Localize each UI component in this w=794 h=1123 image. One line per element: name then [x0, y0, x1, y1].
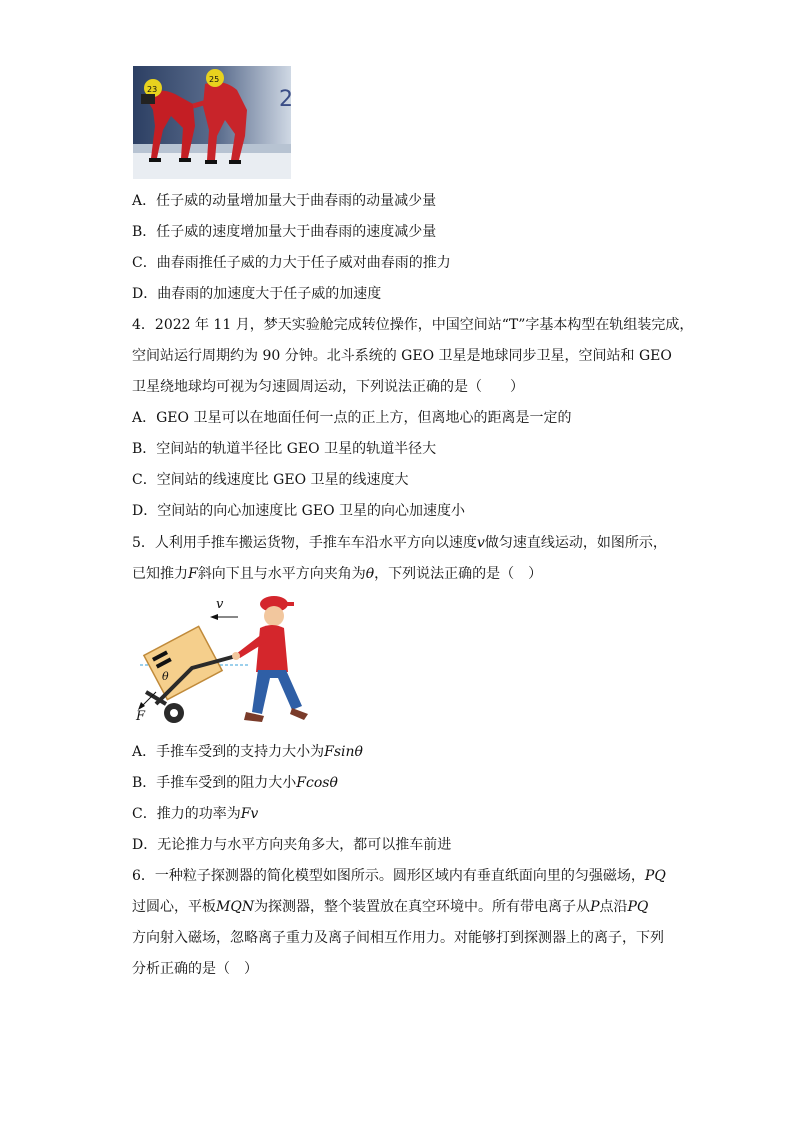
q5-option-d: D．无论推力与水平方向夹角多大，都可以推车前进: [132, 837, 452, 853]
q3-option-a: A．任子威的动量增加量大于曲春雨的动量减少量: [132, 193, 437, 209]
q6-stem-line3: 方向射入磁场，忽略离子重力及离子间相互作用力。对能够打到探测器上的离子，下列: [132, 930, 664, 946]
q4-option-c: C．空间站的线速度比 GEO 卫星的线速度大: [132, 472, 409, 488]
q4-option-b: B．空间站的轨道半径比 GEO 卫星的轨道半径大: [132, 441, 437, 457]
skaters-photo: [133, 66, 291, 179]
q4-stem-line1: 4．2022 年 11 月，梦天实验舱完成转位操作，中国空间站“T”字基本构型在轨组装完成，: [132, 317, 694, 333]
q4-stem-line3: 卫星绕地球均可视为匀速圆周运动，下列说法正确的是（ ）: [132, 379, 524, 395]
q4-stem-line2: 空间站运行周期约为 90 分钟。北斗系统的 GEO 卫星是地球同步卫星，空间站和 GEO: [132, 348, 672, 364]
helmet-number-2: 25: [209, 75, 220, 84]
velocity-label: v: [216, 597, 224, 612]
q5-stem-line1: 5．人利用手推车搬运货物，手推车车沿水平方向以速度v做匀速直线运动，如图所示，: [132, 535, 667, 551]
q4-option-a: A．GEO 卫星可以在地面任何一点的正上方，但离地心的距离是一定的: [132, 410, 572, 426]
hand-truck-figure: [132, 592, 332, 727]
q6-stem-line4: 分析正确的是（ ）: [132, 961, 258, 977]
banner-number: 2: [279, 87, 293, 112]
q5-stem-line2: 已知推力F斜向下且与水平方向夹角为θ，下列说法正确的是（ ）: [132, 566, 543, 582]
q3-option-d: D．曲春雨的加速度大于任子威的加速度: [132, 286, 382, 302]
helmet-number-1: 23: [147, 85, 158, 94]
theta-label: θ: [162, 670, 169, 683]
q3-option-b: B．任子威的速度增加量大于曲春雨的速度减少量: [132, 224, 437, 240]
q3-option-c: C．曲春雨推任子威的力大于任子威对曲春雨的推力: [132, 255, 451, 271]
q5-option-c: C．推力的功率为Fv: [132, 806, 259, 822]
q6-stem-line1: 6．一种粒子探测器的简化模型如图所示。圆形区域内有垂直纸面向里的匀强磁场，PQ: [132, 868, 666, 884]
q6-stem-line2: 过圆心，平板MQN为探测器，整个装置放在真空环境中。所有带电离子从P点沿PQ: [132, 899, 649, 915]
force-label: F: [136, 709, 146, 724]
q5-option-a: A．手推车受到的支持力大小为Fsinθ: [132, 744, 363, 760]
q4-option-d: D．空间站的向心加速度比 GEO 卫星的向心加速度小: [132, 503, 466, 519]
q5-option-b: B．手推车受到的阻力大小Fcosθ: [132, 775, 338, 791]
